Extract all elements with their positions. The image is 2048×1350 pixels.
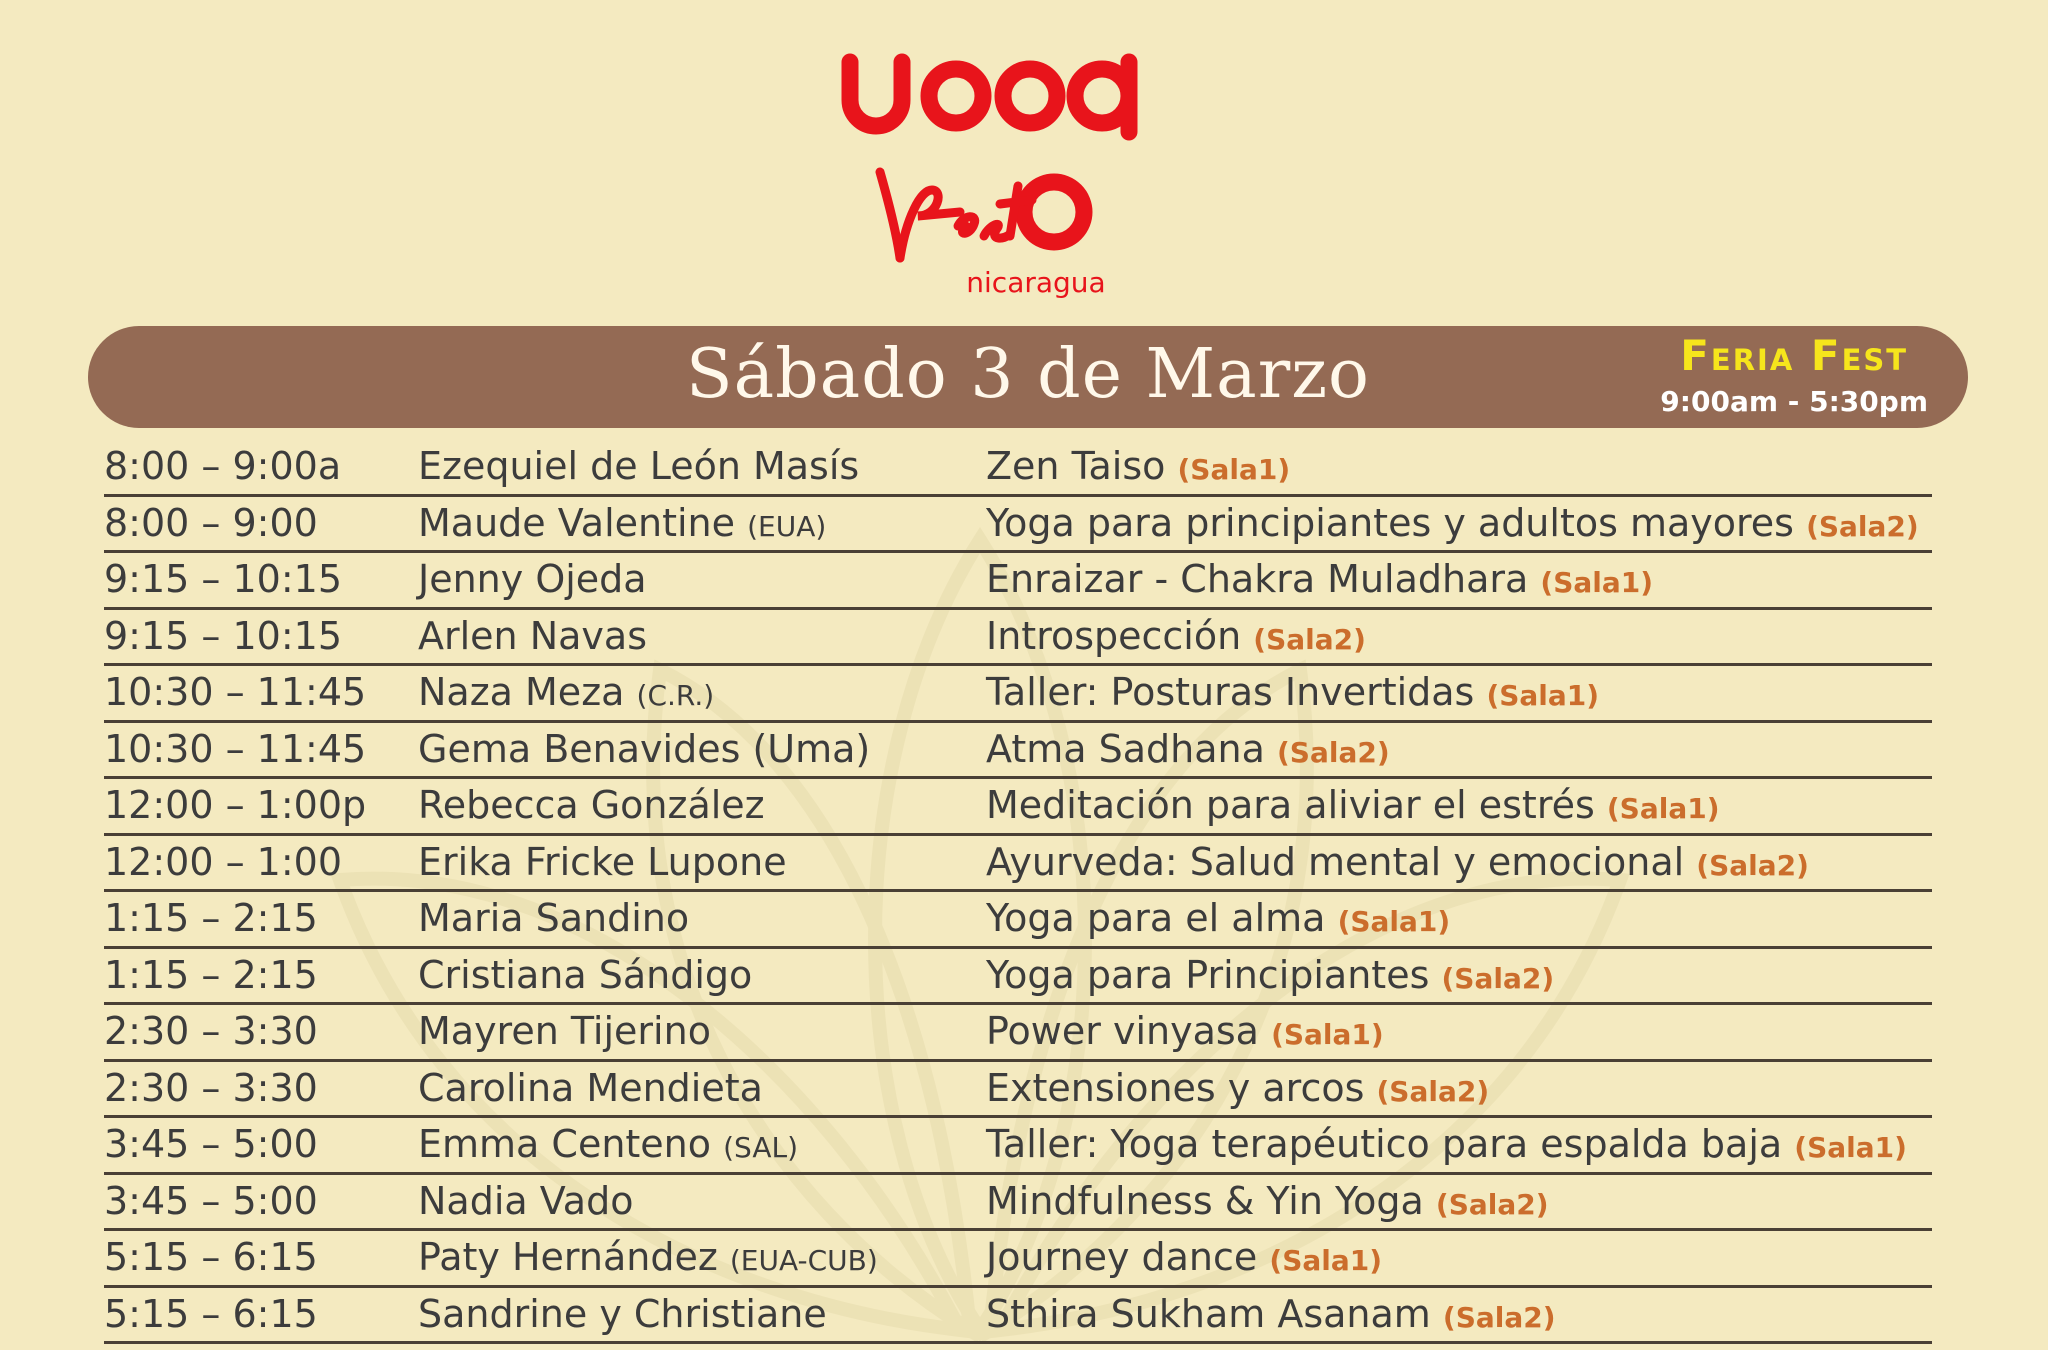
session-title (986, 1175, 1549, 1231)
instructor-name (418, 892, 689, 944)
session-time: 10:30 – 11:45 (104, 670, 367, 714)
schedule-row (104, 1062, 1932, 1119)
schedule-row (104, 892, 1932, 949)
instructor-label: Sandrine y Christiane (418, 1291, 827, 1336)
instructor-country: (SAL) (723, 1131, 799, 1164)
schedule-row (104, 1175, 1932, 1232)
room-badge: (Sala2) (1806, 509, 1919, 543)
instructor-name (418, 949, 752, 1001)
session-title (986, 836, 1809, 892)
session-title (986, 1062, 1489, 1118)
instructor-label: Erika Fricke Lupone (418, 839, 787, 884)
schedule-row (104, 440, 1932, 497)
instructor-name (418, 1005, 711, 1057)
instructor-label: Ezequiel de León Masís (418, 444, 860, 488)
session-label: Enraizar - Chakra Muladhara (986, 557, 1529, 601)
instructor-name (418, 1118, 798, 1174)
yoga-fest-logo (840, 40, 1240, 300)
instructor-name (418, 779, 765, 831)
session-label: Mindfulness & Yin Yoga (986, 1178, 1424, 1223)
session-time: 5:15 – 6:15 (104, 1235, 318, 1279)
instructor-country: (EUA) (747, 509, 827, 543)
room-badge: (Sala2) (1376, 1074, 1490, 1108)
session-label: Sthira Sukham Asanam (986, 1291, 1431, 1336)
session-time: 8:00 – 9:00 (104, 500, 318, 545)
feria-fest-title: Feria Fest (1680, 331, 1909, 380)
session-label: Taller: Yoga terapéutico para espalda baja (986, 1122, 1783, 1166)
feria-fest-hours: 9:00am - 5:30pm (1660, 385, 1928, 418)
schedule-row (104, 553, 1932, 610)
instructor-label: Maria Sandino (418, 896, 690, 940)
schedule-row (104, 836, 1932, 893)
schedule-row (104, 1288, 1932, 1345)
instructor-name (418, 1288, 827, 1340)
session-label: Taller: Posturas Invertidas (986, 670, 1475, 714)
room-badge: (Sala1) (1486, 679, 1600, 712)
session-time: 12:00 – 1:00p (104, 783, 367, 827)
session-time: 12:00 – 1:00 (104, 839, 343, 884)
schedule-row (104, 1231, 1932, 1288)
session-label: Ayurveda: Salud mental y emocional (986, 839, 1685, 884)
session-time: 8:00 – 9:00a (104, 444, 342, 488)
session-time: 1:15 – 2:15 (104, 896, 318, 940)
schedule-row (104, 610, 1932, 667)
session-time: 10:30 – 11:45 (104, 726, 367, 771)
session-label: Atma Sadhana (986, 726, 1265, 771)
session-title (986, 666, 1599, 722)
instructor-label: Rebecca González (418, 783, 765, 827)
session-title (986, 610, 1366, 666)
logo-subtitle: nicaragua (966, 266, 1106, 299)
session-label: Introspección (986, 613, 1242, 658)
instructor-label: Arlen Navas (418, 613, 648, 658)
date-banner (88, 326, 1968, 428)
session-title (986, 723, 1390, 779)
session-label: Zen Taiso (986, 444, 1166, 488)
session-title (986, 497, 1919, 553)
schedule-row (104, 666, 1932, 723)
session-title (986, 553, 1653, 609)
session-title (986, 1005, 1384, 1061)
schedule-row (104, 497, 1932, 554)
feria-fest-badge (1660, 332, 1928, 420)
instructor-label: Mayren Tijerino (418, 1009, 711, 1053)
room-badge: (Sala1) (1540, 566, 1654, 599)
session-label: Yoga para principiantes y adultos mayores (986, 500, 1794, 545)
session-label: Meditación para aliviar el estrés (986, 783, 1595, 827)
instructor-name (418, 1175, 633, 1227)
instructor-label: Naza Meza (418, 670, 625, 714)
instructor-label: Jenny Ojeda (418, 557, 647, 601)
instructor-label: Maude Valentine (418, 500, 736, 545)
instructor-name (418, 836, 787, 888)
session-title (986, 779, 1720, 835)
room-badge: (Sala2) (1696, 848, 1809, 882)
schedule-row (104, 949, 1932, 1006)
page-title: Sábado 3 de Marzo (686, 335, 1370, 414)
schedule-table (104, 440, 1932, 1344)
session-time: 5:15 – 6:15 (104, 1291, 318, 1336)
schedule-row (104, 779, 1932, 836)
instructor-name (418, 440, 859, 492)
schedule-row (104, 723, 1932, 780)
session-time: 9:15 – 10:15 (104, 613, 343, 658)
room-badge: (Sala1) (1606, 792, 1720, 825)
room-badge: (Sala2) (1442, 1300, 1556, 1334)
session-time: 1:15 – 2:15 (104, 952, 318, 997)
instructor-name (418, 553, 647, 605)
session-title (986, 1288, 1556, 1344)
instructor-label: Nadia Vado (418, 1178, 634, 1223)
room-badge: (Sala1) (1271, 1018, 1384, 1051)
instructor-country: (C.R.) (636, 679, 715, 712)
instructor-label: Gema Benavides (Uma) (418, 726, 871, 771)
session-title (986, 1231, 1382, 1287)
session-title (986, 1118, 1907, 1174)
session-time: 9:15 – 10:15 (104, 557, 343, 601)
room-badge: (Sala2) (1441, 961, 1555, 995)
session-time: 2:30 – 3:30 (104, 1065, 318, 1110)
instructor-name (418, 610, 647, 662)
session-title (986, 892, 1450, 948)
room-badge: (Sala2) (1435, 1187, 1549, 1221)
session-title (986, 440, 1290, 496)
schedule-row (104, 1005, 1932, 1062)
instructor-name (418, 1062, 763, 1114)
room-badge: (Sala1) (1269, 1244, 1383, 1277)
instructor-label: Cristiana Sándigo (418, 952, 753, 997)
session-label: Power vinyasa (986, 1009, 1259, 1053)
session-time: 3:45 – 5:00 (104, 1178, 318, 1223)
instructor-name (418, 497, 826, 553)
instructor-label: Emma Centeno (418, 1122, 712, 1166)
instructor-name (418, 1231, 878, 1287)
room-badge: (Sala2) (1276, 735, 1390, 769)
session-label: Yoga para el alma (986, 896, 1326, 940)
session-time: 3:45 – 5:00 (104, 1122, 318, 1166)
session-label: Extensiones y arcos (986, 1065, 1365, 1110)
room-badge: (Sala1) (1177, 453, 1291, 486)
session-time: 2:30 – 3:30 (104, 1009, 318, 1053)
instructor-label: Carolina Mendieta (418, 1065, 763, 1110)
session-label: Yoga para Principiantes (986, 952, 1430, 997)
room-badge: (Sala2) (1253, 622, 1366, 656)
room-badge: (Sala1) (1794, 1131, 1907, 1164)
instructor-name (418, 723, 870, 775)
instructor-name (418, 666, 714, 722)
session-label: Journey dance (986, 1235, 1258, 1279)
instructor-label: Paty Hernández (418, 1235, 718, 1279)
schedule-row (104, 1118, 1932, 1175)
instructor-country: (EUA-CUB) (729, 1244, 878, 1277)
session-title (986, 949, 1554, 1005)
room-badge: (Sala1) (1337, 905, 1451, 938)
